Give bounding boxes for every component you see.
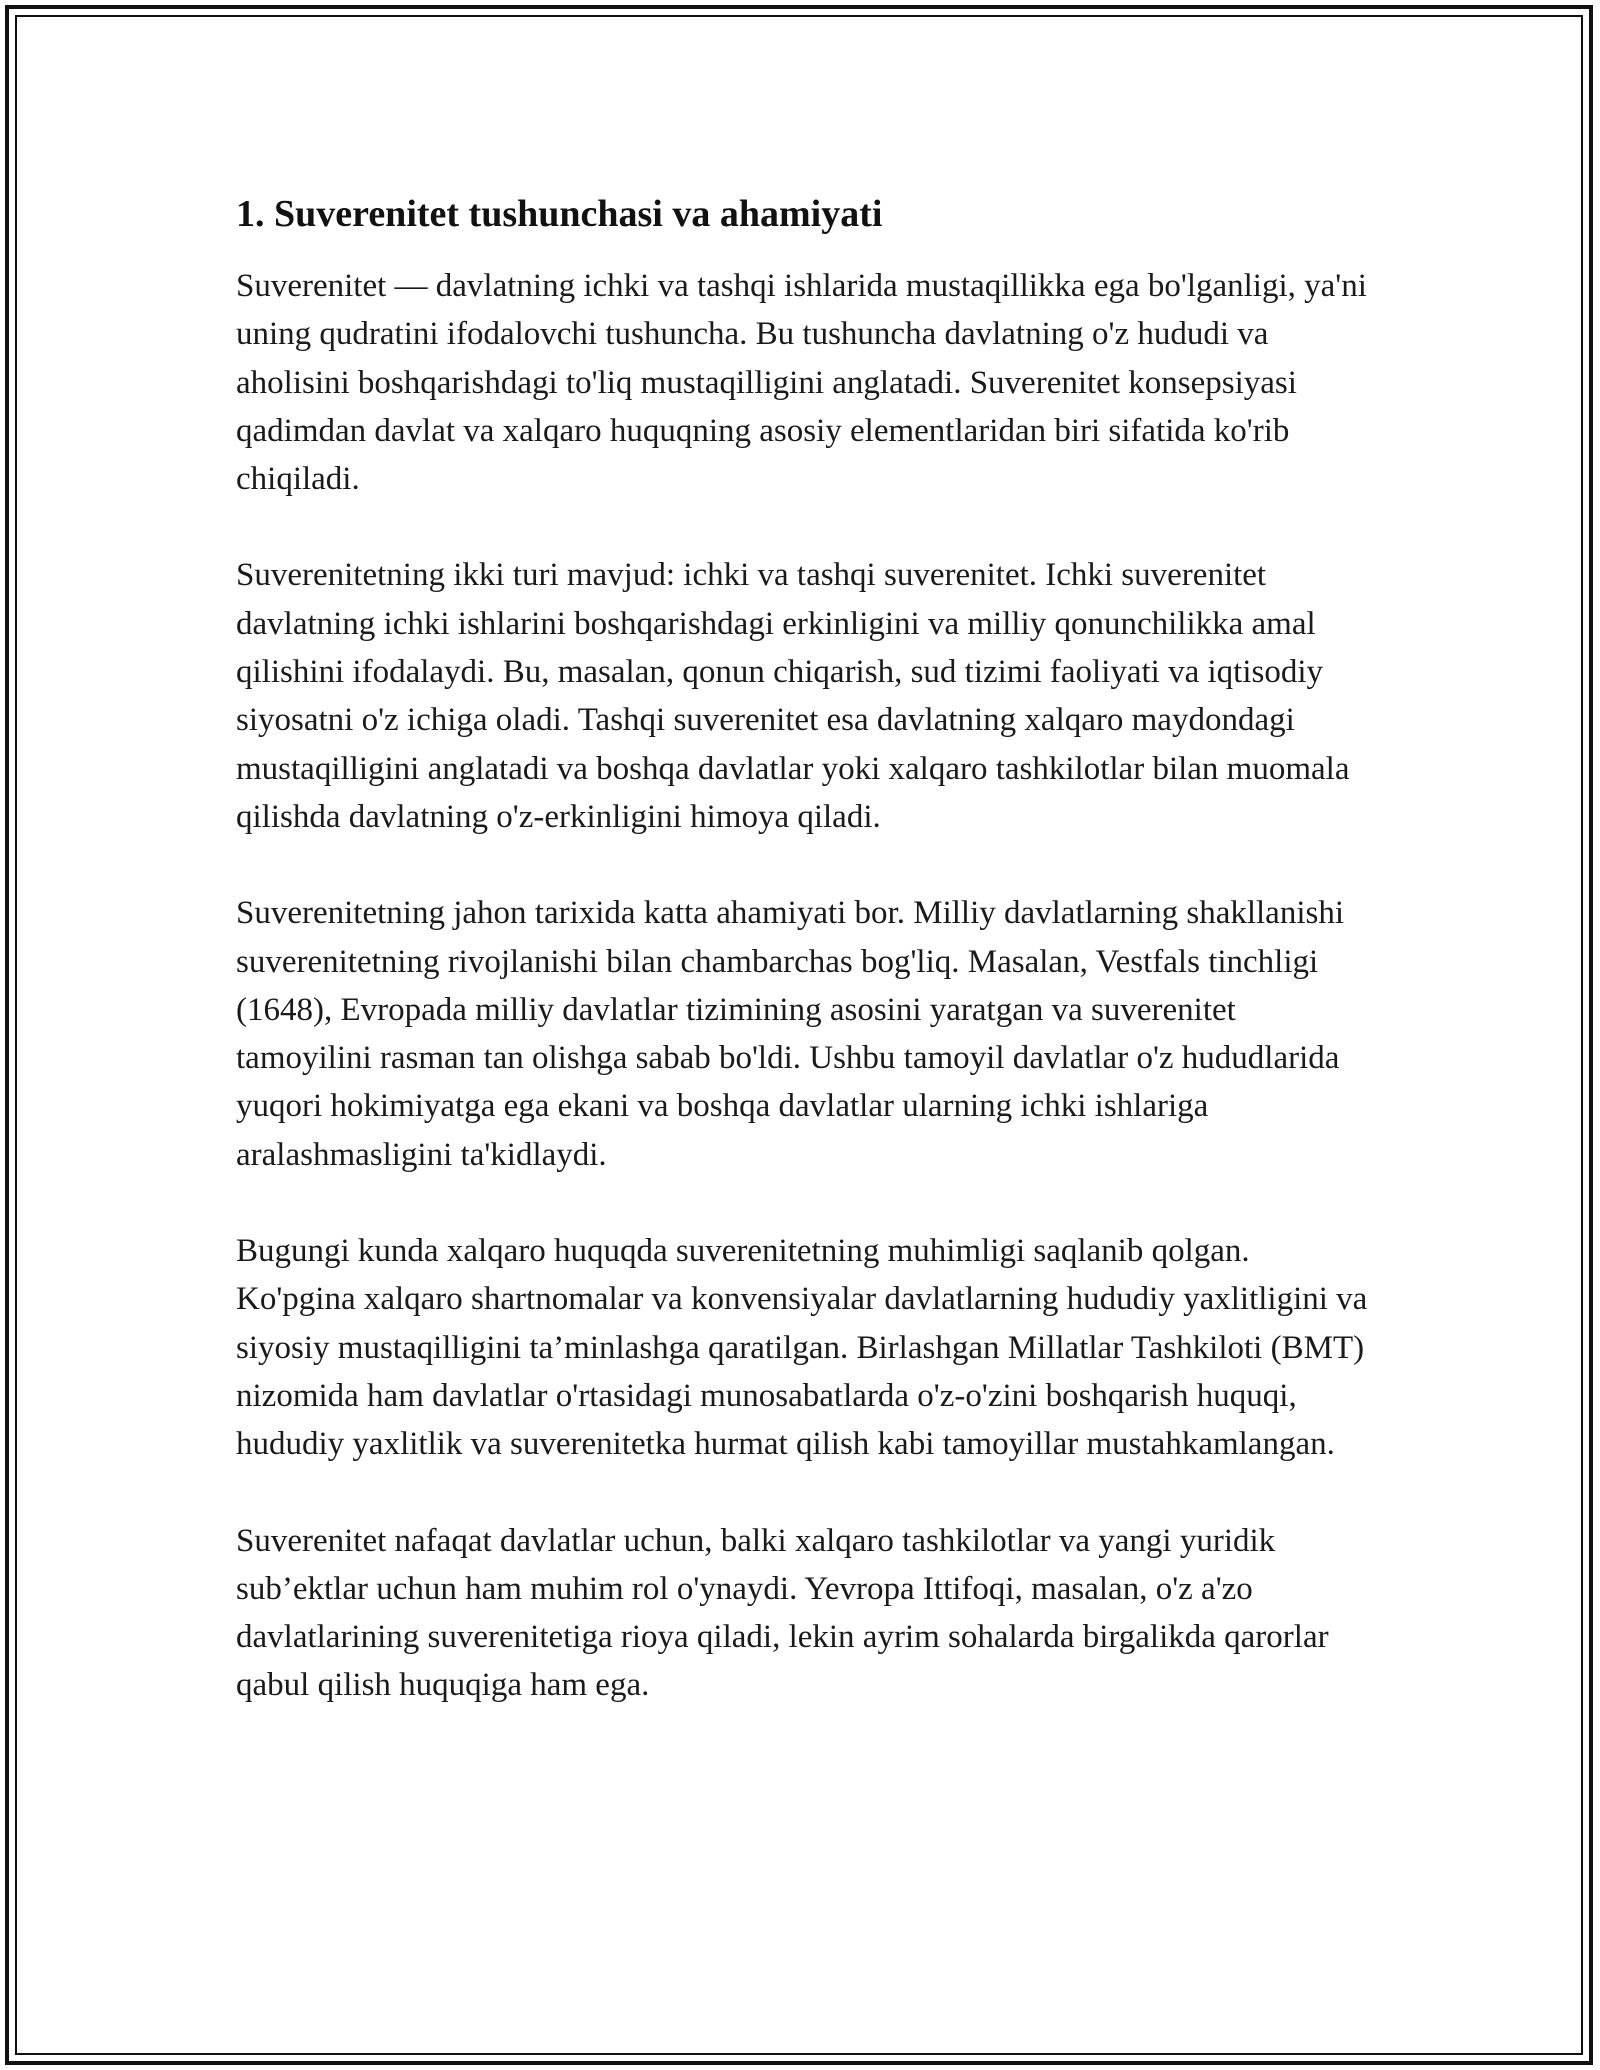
paragraph-definition: Suverenitet — davlatning ichki va tashqi ishlarida mustaqillikka ega bo'lganligi, ya'ni uning qudratini ifodalovchi tushuncha. Bu tushuncha davlatning o'z hududi va aholisini boshqarishdagi to'liq mustaqilligini anglatadi. Suverenitet konsepsiyasi qadimdan davlat va xalqaro huquqning asosiy elementlaridan biri sifatida ko'rib chiqiladi. — [236, 268, 1367, 498]
paragraph-types: Suverenitetning ikki turi mavjud: ichki va tashqi suverenitet. Ichki suverenitet davlatning ichki ishlarini boshqarishdagi erkinligini va milliy qonunchilikka amal qilishini ifodalaydi. Bu, masalan, qonun chiqarish, sud tizimi faoliyati va iqtisodiy siyosatni o'z ichiga oladi. Tashqi suverenitet esa davlatning xalqaro maydondagi mustaqilligini anglatadi va boshqa davlatlar yoki xalqaro tashkilotlar bilan muomala qilishda davlatning o'z-erkinligini himoya qiladi. — [236, 557, 1350, 835]
paragraph-organizations: Suverenitet nafaqat davlatlar uchun, balki xalqaro tashkilotlar va yangi yuridik sub’ektlar uchun ham muhim rol o'ynaydi. Yevropa Ittifoqi, masalan, o'z a'zo davlatlarining suverenitetiga rioya qiladi, lekin ayrim sohalarda birgalikda qarorlar qabul qilish huquqiga ham ega. — [236, 1522, 1329, 1704]
section-title: 1. Suverenitet tushunchasi va ahamiyati — [236, 193, 883, 235]
paragraph-international-law: Bugungi kunda xalqaro huquqda suverenitetning muhimligi saqlanib qolgan. Ko'pgina xalqaro shartnomalar va konvensiyalar davlatlarning hududiy yaxlitligini va siyosiy mustaqilligini ta’minlashga qaratilgan. Birlashgan Millatlar Tashkiloti (BMT) nizomida ham davlatlar o'rtasidagi munosabatlarda o'z-o'zini boshqarish huquqi, hududiy yaxlitlik va suverenitetka hurmat qilish kabi tamoyillar mustahkamlangan. — [236, 1233, 1368, 1463]
document-body — [236, 190, 1376, 1758]
paragraph-history: Suverenitetning jahon tarixida katta ahamiyati bor. Milliy davlatlarning shakllanishi suverenitetning rivojlanishi bilan chambarchas bog'liq. Masalan, Vestfals tinchligi (1648), Evropada milliy davlatlar tizimining asosini yaratgan va suverenitet tamoyilini rasman tan olishga sabab bo'ldi. Ushbu tamoyil davlatlar o'z hududlarida yuqori hokimiyatga ega ekani va boshqa davlatlar ularning ichki ishlariga aralashmasligini ta'kidlaydi. — [236, 895, 1344, 1173]
